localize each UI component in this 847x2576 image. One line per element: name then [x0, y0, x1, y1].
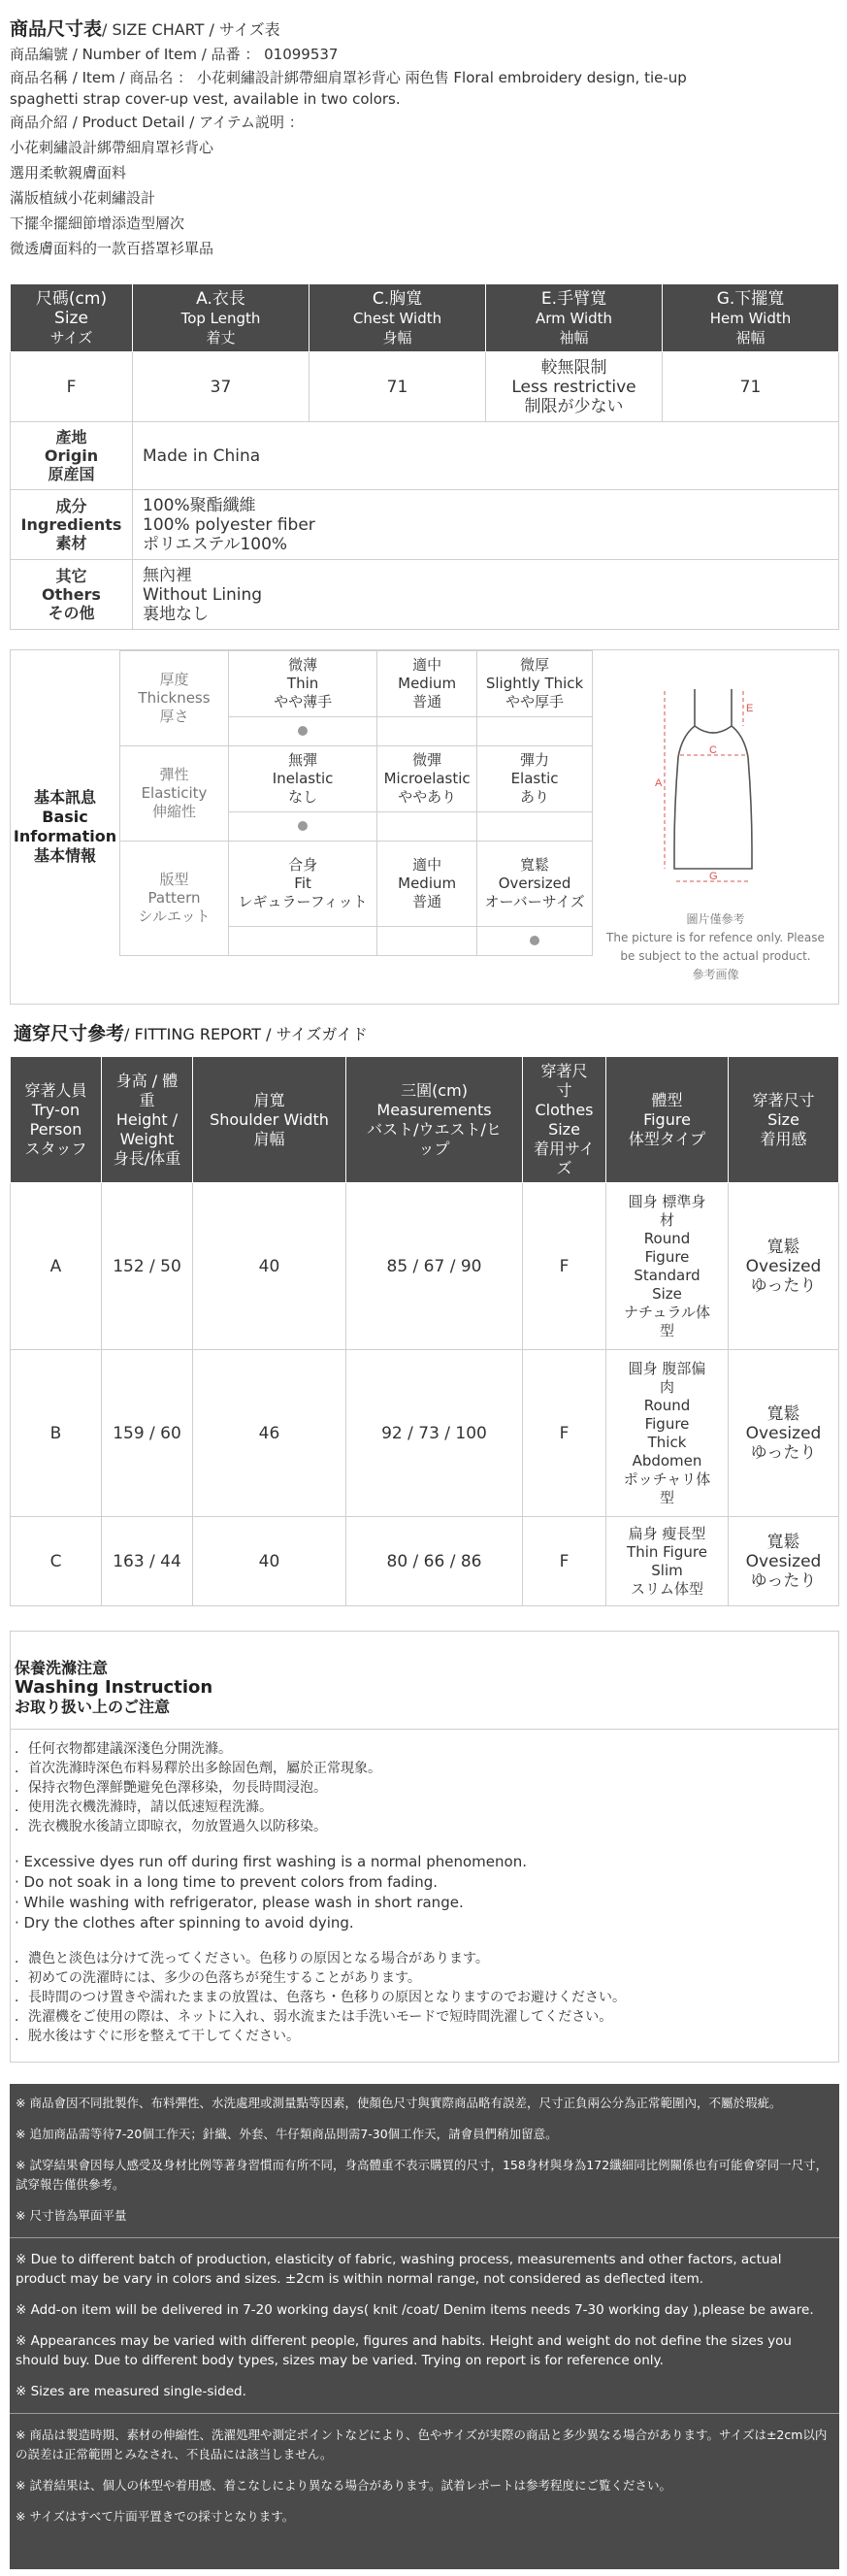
divider	[10, 2237, 839, 2238]
shoulder-cell: 40	[193, 1183, 346, 1350]
chest-col-header: C.胸寬 Chest Width 身幅	[309, 284, 486, 352]
arm-col-header: E.手臂寬 Arm Width 袖幅	[486, 284, 663, 352]
detail-line: 下擺伞擺細節增添造型層次	[10, 215, 185, 232]
figure-cell: 扁身 瘦長型 Thin Figure Slim スリム体型	[606, 1517, 729, 1606]
detail-line: 選用柔軟親膚面料	[10, 164, 127, 182]
elasticity-indicator-cell	[377, 812, 477, 842]
measurements-cell: 80 / 66 / 86	[346, 1517, 523, 1606]
thickness-indicator-cell	[477, 717, 593, 746]
elasticity-label: 彈性 Elasticity 伸縮性	[120, 746, 229, 842]
washing-note: ．初めての洗濯時には、多少の色落ちが発生することがあります。	[15, 1970, 421, 1986]
selected-dot	[298, 726, 308, 736]
fit-col-height-weight: 身高 / 體 重 Height / Weight 身長/体重	[102, 1057, 193, 1183]
pattern-option: 合身 Fit レギュラーフィット	[229, 842, 377, 927]
basic-information-label: 基本訊息 Basic Information 基本情報	[13, 788, 117, 865]
hem-col-header: G.下擺寬 Hem Width 裾幅	[663, 284, 839, 352]
size-col-header: 尺碼(cm) Size サイズ	[11, 284, 133, 352]
washing-note: ．洗衣機脫水後請立即晾衣，勿放置過久以防移染。	[15, 1819, 327, 1834]
person-cell: A	[11, 1183, 102, 1350]
picture-caption: 圖片僅參考 The picture is for refence only. Please be subject to the actual product. 參考画像	[606, 912, 825, 981]
chest-cell: 71	[309, 352, 486, 422]
shoulder-cell: 46	[193, 1350, 346, 1517]
thickness-option: 微厚 Slightly Thick やや厚手	[477, 651, 593, 717]
pattern-indicator-cell	[377, 927, 477, 956]
others-label: 其它 Others その他	[11, 560, 133, 630]
measurements-cell: 85 / 67 / 90	[346, 1183, 523, 1350]
others-value: 無內裡 Without Lining 裏地なし	[133, 560, 839, 630]
divider	[10, 2413, 839, 2414]
disclaimer-notes-panel	[10, 2084, 839, 2569]
product-header	[10, 17, 839, 261]
elasticity-option: 無彈 Inelastic なし	[229, 746, 377, 812]
pattern-option: 適中 Medium 普通	[377, 842, 477, 927]
fitting-report-table	[10, 1056, 839, 1606]
detail-label: 商品介紹 / Product Detail / アイテム説明 ：	[10, 114, 304, 131]
fit-col-feel: 穿著尺寸 Size 着用感	[729, 1057, 839, 1183]
product-meta-table	[10, 421, 839, 630]
item-name: 商品名稱 / Item / 商品名 ： 小花刺繡設計綁帶細肩罩衫背心 兩色售 Floral embroidery design, tie-up	[10, 69, 687, 86]
fit-col-measurements: 三圍(cm) Measurements バスト/ウエスト/ヒ ップ	[346, 1057, 523, 1183]
hem-cell: 71	[663, 352, 839, 422]
person-cell: B	[11, 1350, 102, 1517]
washing-note: ．首次洗滌時深色布料易釋於出多餘固色劑，屬於正常現象。	[15, 1761, 381, 1776]
washing-note: · Excessive dyes run off during first washing is a normal phenomenon.	[15, 1853, 527, 1870]
elasticity-indicator-cell	[477, 812, 593, 842]
fit-col-person: 穿著人員 Try-on Person スタッフ	[11, 1057, 102, 1183]
shoulder-cell: 40	[193, 1517, 346, 1606]
detail-line: 微透膚面料的一款百搭罩衫單品	[10, 240, 214, 257]
disclaimer-note: ※ 試着結果は、個人の体型や着用感、着こなしにより異なる場合があります。試着レポートは参考程度にご覧ください。	[16, 2478, 671, 2493]
measurements-cell: 92 / 73 / 100	[346, 1350, 523, 1517]
table-row	[11, 1517, 839, 1606]
arm-cell: 較無限制 Less restrictive 制限が少ない	[486, 352, 663, 422]
pattern-indicator-cell	[229, 927, 377, 956]
washing-title-zh: 保養洗滌注意	[15, 1659, 109, 1677]
clothes-size-cell: F	[523, 1350, 606, 1517]
feel-cell: 寬鬆 Ovesized ゆったり	[729, 1517, 839, 1606]
origin-value: Made in China	[133, 422, 839, 490]
disclaimer-note: ※ Add-on item will be delivered in 7-20 working days( knit /coat/ Denim items needs 7-30 working day ),please be aware.	[16, 2302, 814, 2318]
clothes-size-cell: F	[523, 1183, 606, 1350]
pattern-label: 版型 Pattern シルエット	[120, 842, 229, 956]
disclaimer-note: ※ 尺寸皆為單面平量	[16, 2208, 127, 2223]
thickness-option: 適中 Medium 普通	[377, 651, 477, 717]
disclaimer-note: ※ Due to different batch of production, elasticity of fabric, washing process, measurements and other factors, actual product may be vary in colors and sizes. ±2cm is within normal range, not considered as deflected item.	[16, 2252, 782, 2287]
thickness-label: 厚度 Thickness 厚さ	[120, 651, 229, 746]
elasticity-indicator-cell	[229, 812, 377, 842]
diagram-label-c: C	[709, 744, 717, 756]
disclaimer-note: ※ 試穿結果會因每人感受及身材比例等著身習慣而有所不同，身高體重不表示購買的尺寸，158身材與身為172纖細同比例關係也有可能會穿同一尺寸，試穿報告僅供參考。	[16, 2158, 829, 2192]
height-weight-cell: 159 / 60	[102, 1350, 193, 1517]
divider	[11, 1729, 838, 1730]
table-row	[11, 1183, 839, 1350]
washing-instruction-panel	[10, 1631, 839, 2063]
washing-note: ．濃色と淡色は分けて洗ってください。色移りの原因となる場合があります。	[15, 1951, 489, 1966]
garment-diagram	[593, 650, 838, 1004]
disclaimer-note: ※ 商品は製造時期、素材の伸縮性、洗濯処理や測定ポイントなどにより、色やサイズが実際の商品と多少異なる場合があります。サイズは±2cm以内の誤差は正常範囲とみなされ、不良品には該当しません。	[16, 2427, 828, 2461]
ingredients-value: 100%聚酯纖維 100% polyester fiber ポリエステル100%	[133, 490, 839, 560]
fit-col-figure: 體型 Figure 体型タイプ	[606, 1057, 729, 1183]
figure-cell: 圓身 標準身 材 Round Figure Standard Size ナチュラル体 型	[606, 1183, 729, 1350]
ingredients-label: 成分 Ingredients 素材	[11, 490, 133, 560]
elasticity-option: 彈力 Elastic あり	[477, 746, 593, 812]
feel-cell: 寬鬆 Ovesized ゆったり	[729, 1350, 839, 1517]
selected-dot	[530, 936, 539, 945]
disclaimer-note: ※ 商品會因不同批製作、布料彈性、水洗處理或測量點等因素，使顏色尺寸與實際商品略有誤差，尺寸正負兩公分為正常範圍內，不屬於瑕疵。	[16, 2096, 782, 2110]
thickness-indicator-cell	[377, 717, 477, 746]
thickness-option: 微薄 Thin やや薄手	[229, 651, 377, 717]
elasticity-option: 微彈 Microelastic ややあり	[377, 746, 477, 812]
clothes-size-cell: F	[523, 1517, 606, 1606]
pattern-option: 寬鬆 Oversized オーバーサイズ	[477, 842, 593, 927]
feel-cell: 寬鬆 Ovesized ゆったり	[729, 1183, 839, 1350]
detail-line: 小花刺繡設計綁帶細肩罩衫背心	[10, 139, 214, 156]
pattern-indicator-cell	[477, 927, 593, 956]
size-chart-title: 商品尺寸表/ SIZE CHART / サイズ表	[10, 18, 280, 40]
table-row	[11, 1350, 839, 1517]
diagram-label-a: A	[655, 777, 663, 789]
figure-cell: 圓身 腹部偏 肉 Round Figure Thick Abdomen ポッチャリ体 型	[606, 1350, 729, 1517]
diagram-label-e: E	[746, 703, 754, 714]
washing-note: ．使用洗衣機洗滌時，請以低速短程洗滌。	[15, 1800, 273, 1815]
fabric-attributes-grid	[119, 650, 593, 956]
size-cell: F	[11, 352, 133, 422]
height-weight-cell: 163 / 44	[102, 1517, 193, 1606]
person-cell: C	[11, 1517, 102, 1606]
washing-note: ．長時間のつけ置きや濡れたままの放置は、色落ち・色移りの原因となりますのでお避けください。	[15, 1990, 626, 2005]
washing-note: ．保持衣物色澤鮮艷避免色澤移染，勿長時間浸泡。	[15, 1780, 327, 1796]
washing-note: · Dry the clothes after spinning to avoid dying.	[15, 1914, 354, 1932]
diagram-label-g: G	[709, 871, 718, 882]
item-number: 商品編號 / Number of Item / 品番 ： 01099537	[10, 46, 339, 63]
washing-note: ．任何衣物都建議深淺色分開洗滌。	[15, 1741, 232, 1757]
disclaimer-note: ※ 追加商品需等待7-20個工作天；針織、外套、牛仔類商品則需7-30個工作天，請會員們稍加留意。	[16, 2127, 558, 2141]
detail-line: 滿版植絨小花刺繡設計	[10, 189, 156, 207]
fit-col-shoulder: 肩寬 Shoulder Width 肩幅	[193, 1057, 346, 1183]
washing-title-jp: お取り扱い上のご注意	[15, 1698, 171, 1716]
fitting-report-title: 適穿尺寸參考/ FITTING REPORT / サイズガイド	[14, 1023, 368, 1044]
height-weight-cell: 152 / 50	[102, 1183, 193, 1350]
thickness-indicator-cell	[229, 717, 377, 746]
disclaimer-note: ※ Sizes are measured single-sided.	[16, 2384, 246, 2399]
washing-note: ．脱水後はすぐに形を整えて干してください。	[15, 2029, 300, 2044]
disclaimer-note: ※ Appearances may be varied with different people, figures and habits. Height and weight do not define the sizes you should buy. Due to different body types, sizes may be varied. Trying on report is for reference only.	[16, 2333, 792, 2368]
item-name-cont: spaghetti strap cover-up vest, available in two colors.	[10, 90, 401, 108]
length-col-header: A.衣長 Top Length 着丈	[133, 284, 309, 352]
washing-note: · While washing with refrigerator, please wash in short range.	[15, 1894, 464, 1911]
origin-label: 產地 Origin 原産国	[11, 422, 133, 490]
washing-title-en: Washing Instruction	[15, 1677, 213, 1698]
selected-dot	[298, 821, 308, 831]
size-chart-table	[10, 283, 839, 422]
disclaimer-note: ※ サイズはすべて片面平置きでの採寸となります。	[16, 2509, 295, 2524]
length-cell: 37	[133, 352, 309, 422]
washing-note: ．洗濯機をご使用の際は、ネットに入れ、弱水流または手洗いモードで短時間洗濯してください。	[15, 2009, 613, 2025]
washing-note: · Do not soak in a long time to prevent colors from fading.	[15, 1873, 439, 1891]
basic-information-panel	[10, 649, 839, 1005]
tank-dress-outline-icon	[593, 650, 838, 903]
fit-col-clothes-size: 穿著尺 寸 Clothes Size 着用サイ ズ	[523, 1057, 606, 1183]
